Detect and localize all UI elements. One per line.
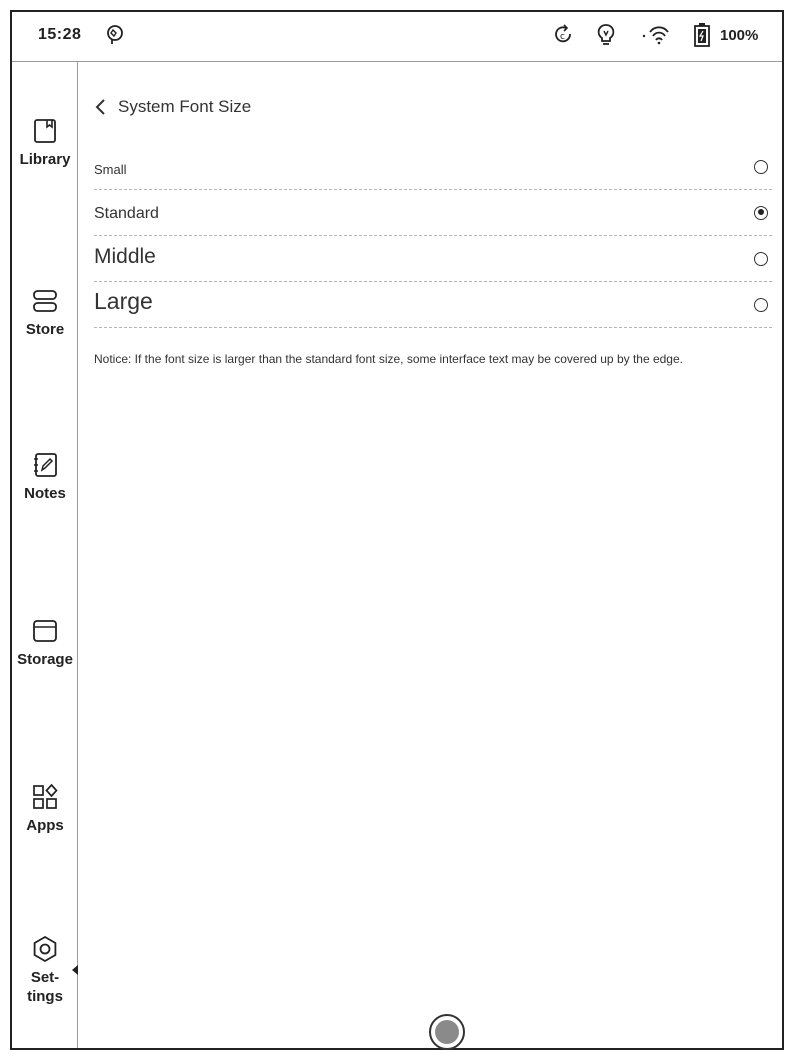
storage-icon: [30, 616, 60, 646]
store-icon: [30, 286, 60, 316]
library-icon: [30, 116, 60, 146]
light-bulb-icon[interactable]: [593, 22, 619, 48]
sidebar-item-library[interactable]: [12, 116, 78, 169]
main-content: [78, 62, 782, 1048]
back-arrow-icon[interactable]: [92, 96, 110, 118]
sidebar-label-storage: Storage: [17, 651, 73, 668]
sidebar: [12, 62, 78, 1048]
battery-percentage: 100%: [720, 27, 759, 44]
radio-button-middle[interactable]: [754, 252, 768, 266]
sidebar-label-library: Library: [19, 151, 71, 168]
sidebar-label-store: Store: [25, 321, 65, 338]
notice-text: Notice: If the font size is larger than the standard font size, some interface text may be covered up by the edge.: [94, 352, 683, 366]
page-header: [92, 92, 251, 122]
sidebar-item-settings[interactable]: [12, 934, 78, 1006]
option-label: Standard: [94, 205, 159, 222]
svg-text:c: c: [560, 32, 565, 42]
sidebar-item-storage[interactable]: [12, 616, 78, 669]
option-label: Middle: [94, 245, 156, 268]
font-size-options: [94, 144, 772, 328]
option-label: Large: [94, 288, 153, 314]
screen-refresh-icon[interactable]: [102, 22, 128, 48]
sidebar-label-notes: Notes: [24, 485, 66, 502]
home-button[interactable]: [429, 1014, 465, 1050]
apps-icon: [30, 782, 60, 812]
radio-button-standard[interactable]: [754, 206, 768, 220]
status-bar: [12, 12, 782, 62]
option-standard[interactable]: [94, 190, 772, 236]
page-title: System Font Size: [118, 97, 252, 116]
wifi-icon[interactable]: [640, 22, 672, 48]
status-time: 15:28: [38, 26, 82, 43]
settings-icon: [30, 934, 60, 964]
sidebar-label-settings: Set- tings: [27, 969, 63, 1005]
option-middle[interactable]: [94, 236, 772, 282]
sidebar-label-apps: Apps: [26, 817, 64, 834]
radio-button-small[interactable]: [754, 160, 768, 174]
radio-button-large[interactable]: [754, 298, 768, 312]
option-label: Small: [94, 162, 127, 177]
sidebar-item-apps[interactable]: [12, 782, 78, 835]
battery-icon[interactable]: [692, 22, 712, 48]
option-large[interactable]: [94, 282, 772, 328]
sync-icon[interactable]: [550, 22, 576, 48]
device-frame: [10, 10, 784, 1050]
sidebar-item-notes[interactable]: [12, 450, 78, 503]
option-small[interactable]: [94, 144, 772, 190]
sidebar-item-store[interactable]: [12, 286, 78, 339]
notes-icon: [30, 450, 60, 480]
